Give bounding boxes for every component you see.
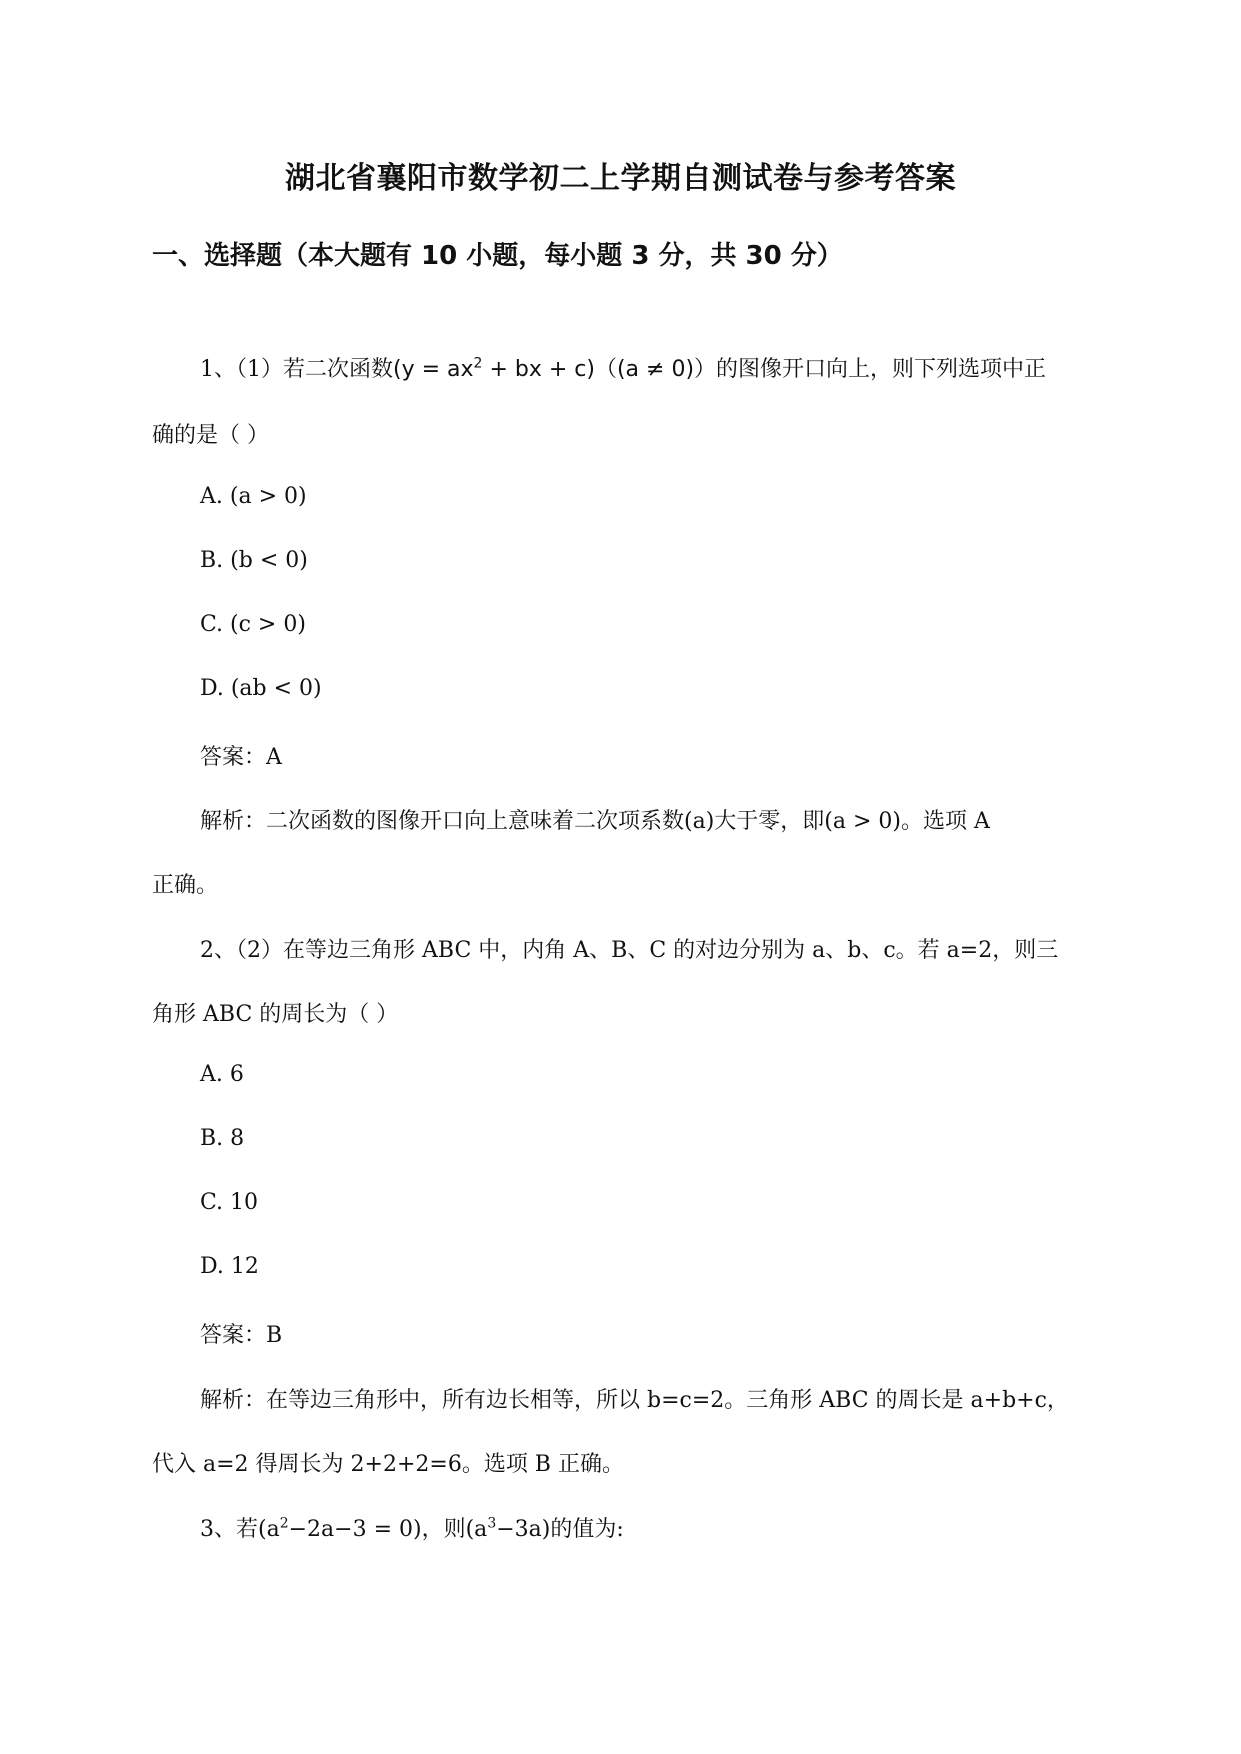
section-heading: 一、选择题（本大题有 10 小题，每小题 3 分，共 30 分）	[152, 241, 843, 271]
q1-stem-line2: 确的是（ ）	[152, 423, 269, 448]
q3-exponent-2: 3	[487, 1515, 497, 1532]
q1-formula-exponent: 2	[473, 355, 483, 372]
q1-formula	[393, 357, 595, 382]
q2-answer: 答案：B	[200, 1323, 283, 1348]
document-title: 湖北省襄阳市数学初二上学期自测试卷与参考答案	[285, 161, 956, 196]
q2-analysis-line1: 解析：在等边三角形中，所有边长相等，所以 b=c=2。三角形 ABC 的周长是 a+b+c，	[200, 1388, 1069, 1413]
q1-formula-main: (y = ax	[393, 357, 474, 382]
q3-exponent-1: 2	[279, 1515, 289, 1532]
q1-stem-line1	[200, 352, 1046, 383]
q3-middle: −2a−3 = 0)，则(a	[288, 1517, 488, 1542]
q1-analysis-line1: 解析：二次函数的图像开口向上意味着二次项系数(a)大于零，即(a > 0)。选项 A	[200, 809, 990, 834]
q2-stem-line2: 角形 ABC 的周长为（ ）	[152, 1002, 399, 1027]
q1-formula-rest: + bx + c)	[482, 357, 595, 382]
q1-option-d: D. (ab < 0)	[200, 676, 322, 701]
q1-stem-tail: 的图像开口向上，则下列选项中正	[716, 357, 1047, 382]
q3-tail: −3a)的值为:	[496, 1517, 624, 1542]
q1-condition: （(a ≠ 0)）	[594, 357, 717, 382]
q1-prefix: 1、（1）若二次函数	[200, 357, 393, 382]
q1-option-b: B. (b < 0)	[200, 548, 308, 573]
q3-prefix: 3、若(a	[200, 1517, 280, 1542]
q2-option-c: C. 10	[200, 1190, 259, 1215]
q2-option-b: B. 8	[200, 1126, 245, 1151]
q2-option-d: D. 12	[200, 1254, 259, 1279]
q1-answer: 答案：A	[200, 745, 282, 770]
q1-option-a: A. (a > 0)	[200, 484, 307, 509]
q2-option-a: A. 6	[200, 1062, 244, 1087]
q2-analysis-line2: 代入 a=2 得周长为 2+2+2=6。选项 B 正确。	[152, 1452, 624, 1477]
q1-analysis-line2: 正确。	[152, 873, 219, 898]
q3-stem	[200, 1512, 624, 1543]
q1-option-c: C. (c > 0)	[200, 612, 306, 637]
q2-stem-line1: 2、（2）在等边三角形 ABC 中，内角 A、B、C 的对边分别为 a、b、c。若 a=2，则三	[200, 938, 1059, 963]
